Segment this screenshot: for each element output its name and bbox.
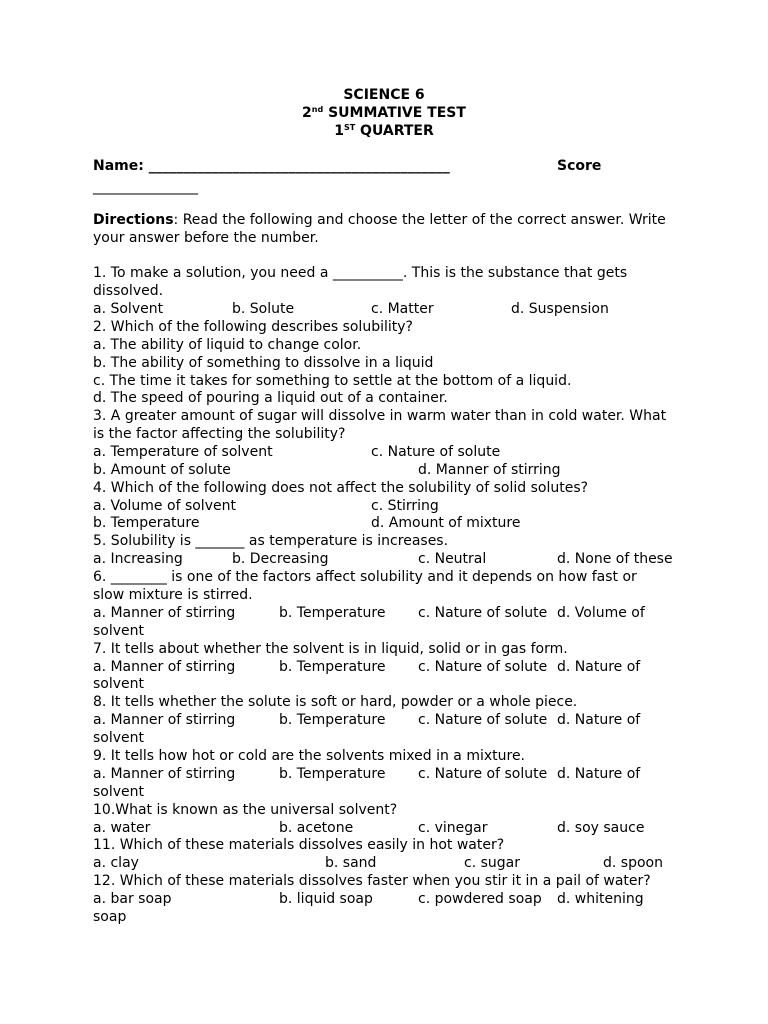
question-12-option-b: b. liquid soap — [279, 891, 373, 907]
score-blank: _______________ — [93, 179, 198, 195]
question-4-option-a: a. Volume of solvent — [93, 498, 236, 514]
question-12-option-a: a. bar soap — [93, 891, 172, 907]
quarter-title-text: QUARTER — [355, 123, 434, 139]
question-3-line-2: is the factor affecting the solubility? — [93, 426, 346, 442]
question-6-option-d-wrap: solvent — [93, 623, 145, 639]
question-7-option-d-wrap: solvent — [93, 676, 145, 692]
question-4-option-b: b. Temperature — [93, 515, 200, 531]
question-5-option-a: a. Increasing — [93, 551, 183, 567]
question-11-option-a: a. clay — [93, 855, 139, 871]
question-1-line-1: 1. To make a solution, you need a __________. This is the substance that gets — [93, 265, 628, 281]
question-2-option-c: c. The time it takes for something to settle at the bottom of a liquid. — [93, 373, 572, 389]
question-3-option-d: d. Manner of stirring — [418, 462, 561, 478]
question-7-option-a: a. Manner of stirring — [93, 659, 236, 675]
document-title: SCIENCE 6 — [343, 87, 425, 103]
directions-text: : Read the following and choose the letter of the correct answer. Write — [173, 212, 666, 228]
question-12-option-d: d. whitening — [557, 891, 644, 907]
test-number: 2 — [302, 105, 312, 121]
question-10-line-1: 10.What is known as the universal solvent? — [93, 802, 398, 818]
question-9-option-d-wrap: solvent — [93, 784, 145, 800]
question-7-line-1: 7. It tells about whether the solvent is in liquid, solid or in gas form. — [93, 641, 568, 657]
question-6-line-2: slow mixture is stirred. — [93, 587, 253, 603]
question-4-line-1: 4. Which of the following does not affect the solubility of solid solutes? — [93, 480, 589, 496]
question-8-line-1: 8. It tells whether the solute is soft or hard, powder or a whole piece. — [93, 694, 578, 710]
question-9-line-1: 9. It tells how hot or cold are the solvents mixed in a mixture. — [93, 748, 526, 764]
test-title — [0, 104, 768, 122]
question-6-option-d: d. Volume of — [557, 605, 645, 621]
question-1-option-b: b. Solute — [232, 301, 295, 317]
question-1-option-a: a. Solvent — [93, 301, 164, 317]
question-11-option-d: d. spoon — [603, 855, 663, 871]
test-number-suffix: nd — [311, 105, 324, 114]
quarter-number-suffix: ST — [343, 123, 356, 132]
question-10-option-a: a. water — [93, 820, 151, 836]
name-label: Name: — [93, 158, 144, 174]
question-10-option-b: b. acetone — [279, 820, 354, 836]
question-9-option-b: b. Temperature — [279, 766, 386, 782]
question-1-line-2: dissolved. — [93, 283, 164, 299]
question-12-option-c: c. powdered soap — [418, 891, 542, 907]
score-label: Score — [557, 158, 602, 174]
question-8-option-d: d. Nature of — [557, 712, 641, 728]
question-11-option-b: b. sand — [325, 855, 377, 871]
quarter-number: 1 — [334, 123, 344, 139]
question-9-option-a: a. Manner of stirring — [93, 766, 236, 782]
question-6-option-b: b. Temperature — [279, 605, 386, 621]
question-5-option-c: c. Neutral — [418, 551, 487, 567]
question-6-line-1: 6. ________ is one of the factors affect solubility and it depends on how fast or — [93, 569, 637, 585]
question-6-option-a: a. Manner of stirring — [93, 605, 236, 621]
directions-line-1 — [93, 211, 666, 229]
question-2-option-a: a. The ability of liquid to change color. — [93, 337, 362, 353]
question-1-option-c: c. Matter — [371, 301, 434, 317]
question-3-option-a: a. Temperature of solvent — [93, 444, 273, 460]
question-11-line-1: 11. Which of these materials dissolves easily in hot water? — [93, 837, 505, 853]
question-10-option-c: c. vinegar — [418, 820, 488, 836]
question-7-option-b: b. Temperature — [279, 659, 386, 675]
question-2-option-b: b. The ability of something to dissolve in a liquid — [93, 355, 434, 371]
name-line — [93, 157, 450, 175]
question-8-option-b: b. Temperature — [279, 712, 386, 728]
directions-label: Directions — [93, 212, 174, 228]
question-8-option-a: a. Manner of stirring — [93, 712, 236, 728]
question-4-option-d: d. Amount of mixture — [371, 515, 521, 531]
question-11-option-c: c. sugar — [464, 855, 520, 871]
question-3-option-c: c. Nature of solute — [371, 444, 501, 460]
question-5-option-d: d. None of these — [557, 551, 673, 567]
question-3-option-b: b. Amount of solute — [93, 462, 231, 478]
question-7-option-c: c. Nature of solute — [418, 659, 548, 675]
question-9-option-d: d. Nature of — [557, 766, 641, 782]
question-10-option-d: d. soy sauce — [557, 820, 645, 836]
question-2-line-1: 2. Which of the following describes solubility? — [93, 319, 413, 335]
question-12-line-1: 12. Which of these materials dissolves faster when you stir it in a pail of water? — [93, 873, 651, 889]
question-5-option-b: b. Decreasing — [232, 551, 329, 567]
question-8-option-c: c. Nature of solute — [418, 712, 548, 728]
question-9-option-c: c. Nature of solute — [418, 766, 548, 782]
question-3-line-1: 3. A greater amount of sugar will dissolve in warm water than in cold water. What — [93, 408, 667, 424]
question-1-option-d: d. Suspension — [511, 301, 609, 317]
name-blank: ___________________________________________ — [143, 158, 450, 174]
question-7-option-d: d. Nature of — [557, 659, 641, 675]
directions-line-2: your answer before the number. — [93, 230, 319, 246]
question-5-line-1: 5. Solubility is _______ as temperature is increases. — [93, 533, 449, 549]
question-12-option-d-wrap: soap — [93, 909, 127, 925]
question-8-option-d-wrap: solvent — [93, 730, 145, 746]
test-title-text: SUMMATIVE TEST — [323, 105, 466, 121]
question-4-option-c: c. Stirring — [371, 498, 439, 514]
question-2-option-d: d. The speed of pouring a liquid out of a container. — [93, 390, 448, 406]
quarter-title — [0, 122, 768, 140]
document-header — [0, 86, 768, 140]
question-6-option-c: c. Nature of solute — [418, 605, 548, 621]
